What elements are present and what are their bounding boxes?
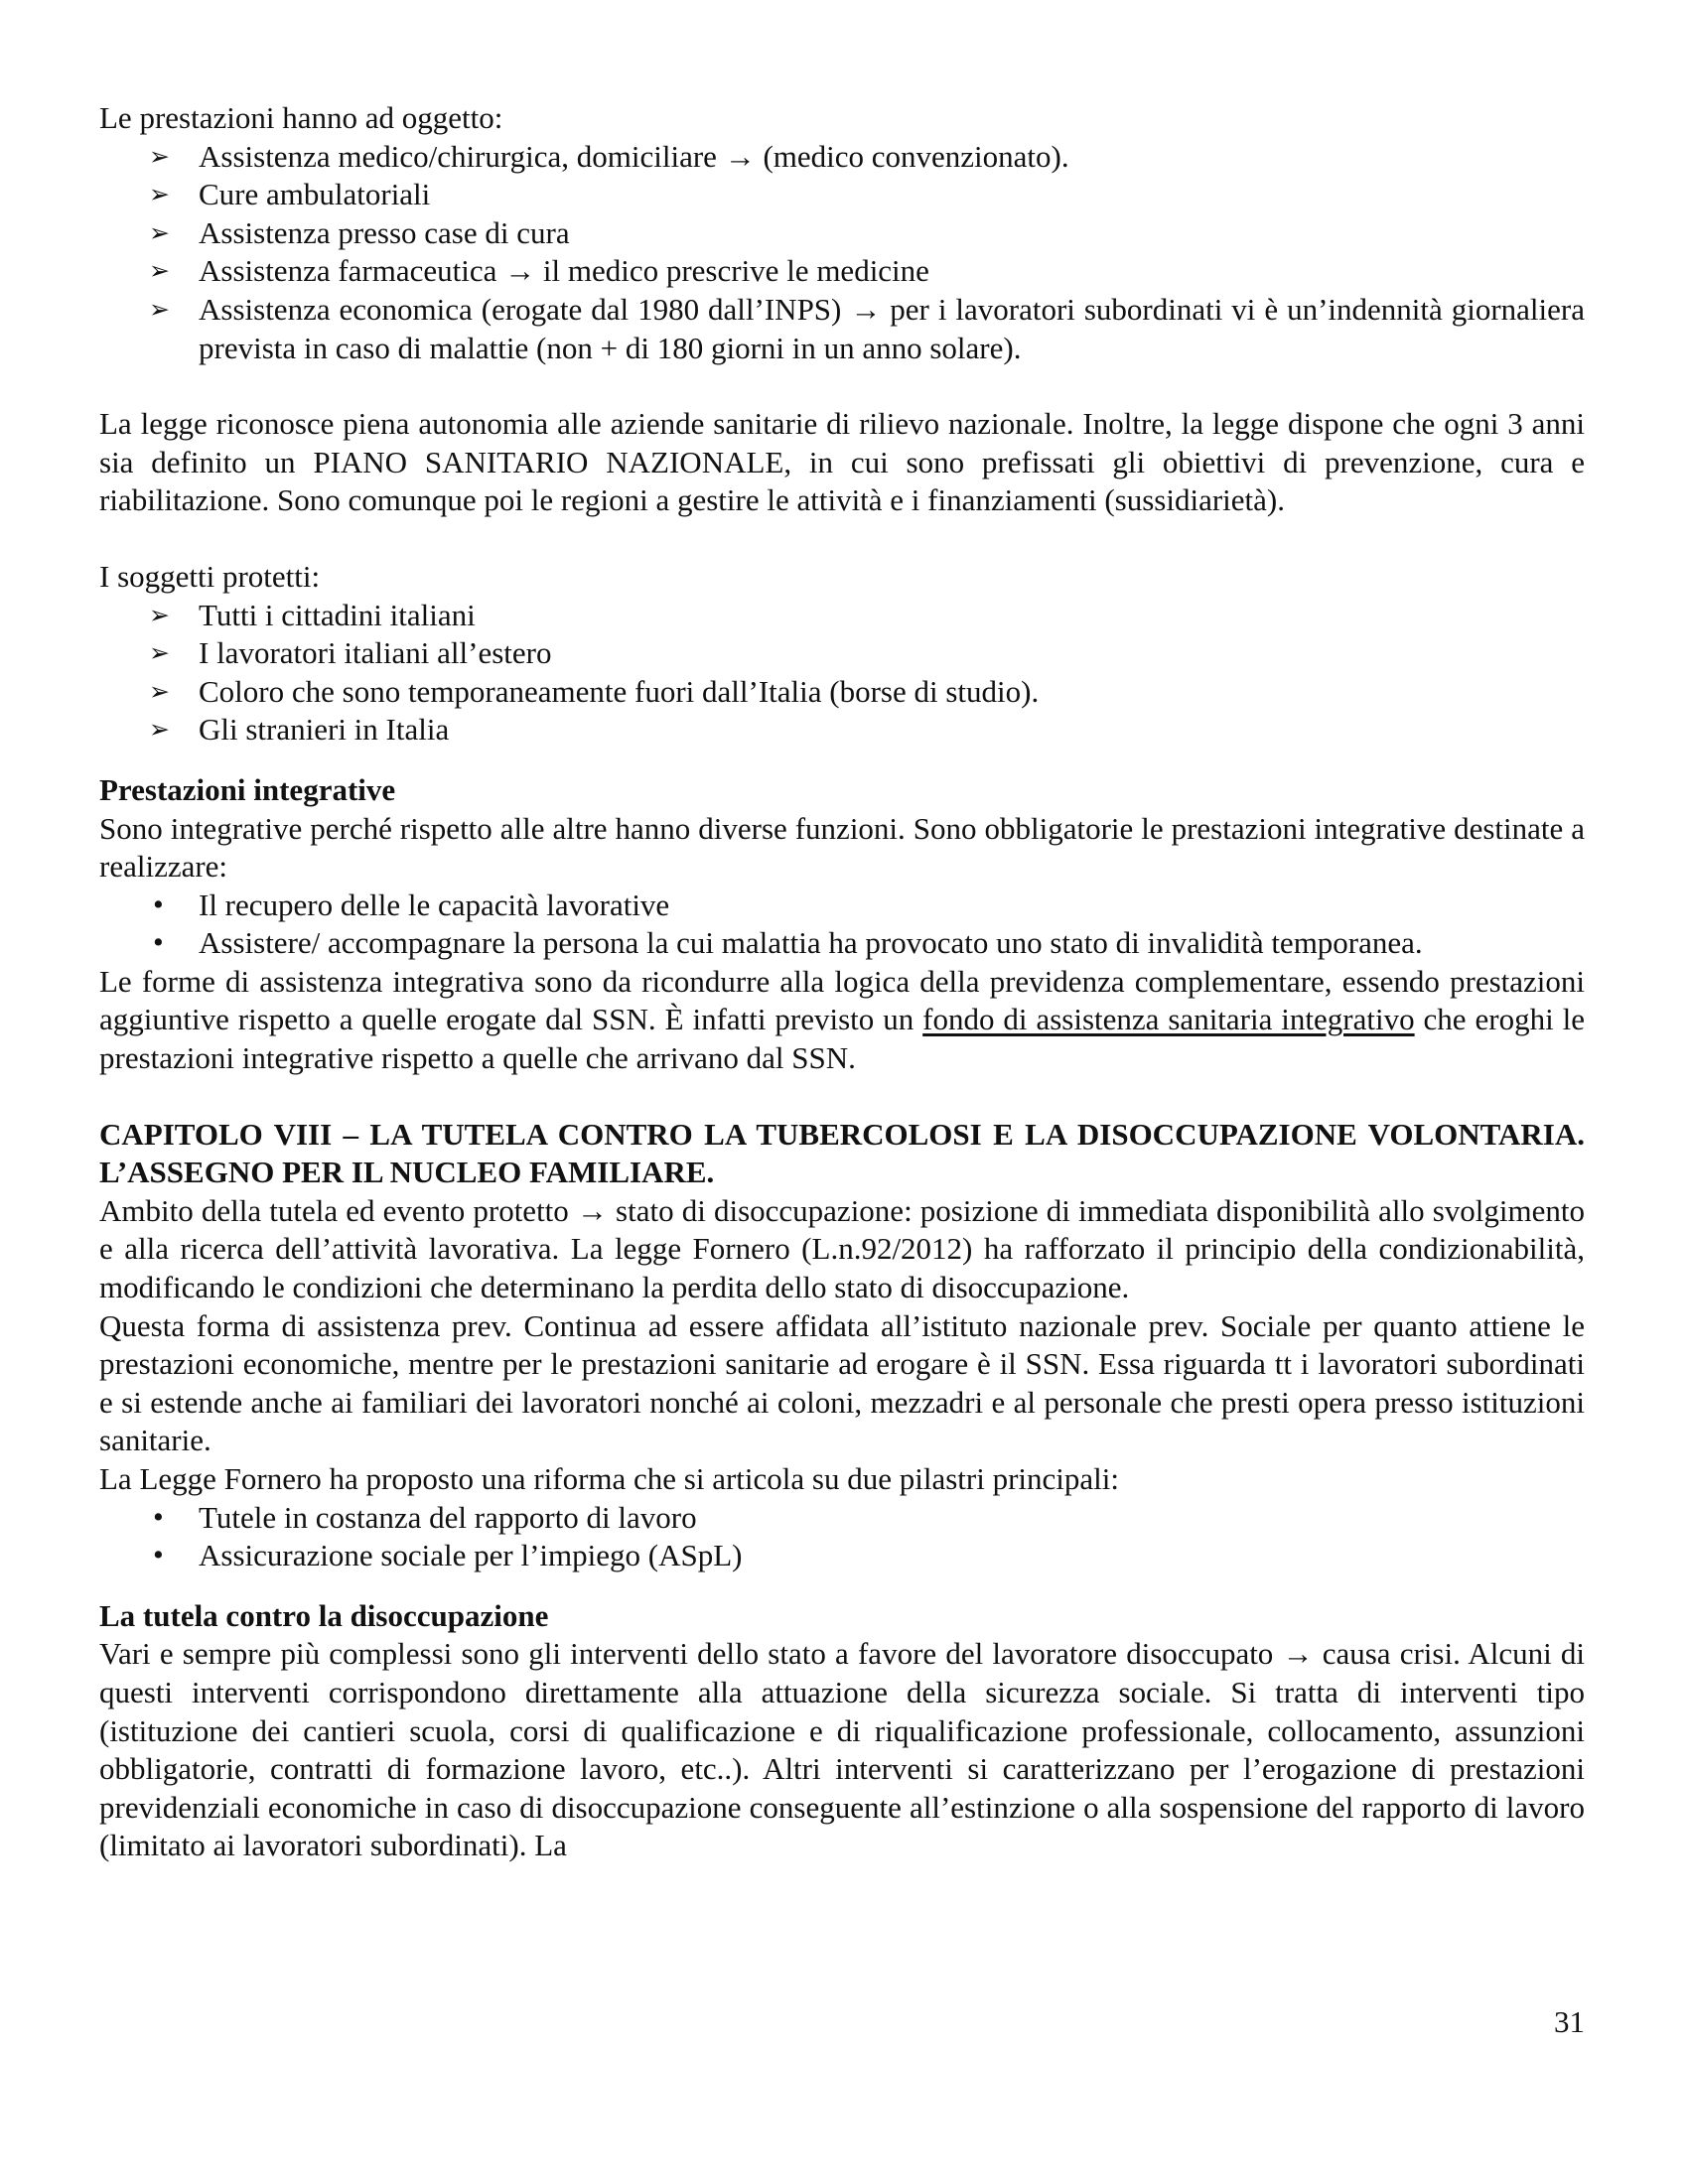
- list-item: ➢ Assistenza economica (erogate dal 1980 dall’INPS) → per i lavoratori subordinati vi è un’indennità giornaliera prevista in caso di malattie (non + di 180 giorni in un anno solare).: [149, 291, 1585, 365]
- arrowhead-bullet-icon: ➢: [149, 638, 170, 668]
- arrowhead-bullet-icon: ➢: [149, 180, 170, 209]
- chapter-heading: CAPITOLO VIII – LA TUTELA CONTRO LA TUBERCOLOSI E LA DISOCCUPAZIONE VOLONTARIA. L’ASSEGNO PER IL NUCLEO FAMILIARE.: [99, 1116, 1585, 1190]
- list-item: ➢ Assistenza farmaceutica → il medico prescrive le medicine: [99, 252, 1585, 291]
- arrowhead-bullet-icon: ➢: [149, 676, 170, 706]
- list-item: ➢ I lavoratori italiani all’estero: [99, 634, 1585, 673]
- paragraph-integrative-closing: Le forme di assistenza integrativa sono da ricondurre alla logica della previdenza complementare, essendo prestazioni aggiuntive rispetto a quelle erogate dal SSN. È infatti previsto un fondo di assistenza sanitaria integrativo che eroghi le prestazioni integrative rispetto a quelle che arrivano dal SSN.: [99, 963, 1585, 1076]
- list-item: ➢ Assistenza presso case di cura: [99, 214, 1585, 253]
- paragraph-chapter-1: Ambito della tutela ed evento protetto → stato di disoccupazione: posizione di immediata disponibilità allo svolgimento e alla ricerca dell’attività lavorativa. La legge Fornero (L.n.92/2012) ha rafforzato il principio della condizionabilità, modificando le condizioni che determinano la perdita dello stato di disoccupazione.: [99, 1192, 1585, 1305]
- bullet-icon: •: [151, 928, 166, 958]
- list-item: ➢ Coloro che sono temporaneamente fuori dall’Italia (borse di studio).: [99, 673, 1585, 712]
- section-heading-disoccupazione: La tutela contro la disoccupazione: [99, 1597, 549, 1633]
- list-item: ➢ Tutti i cittadini italiani: [99, 597, 1585, 635]
- arrowhead-bullet-icon: ➢: [149, 217, 170, 247]
- arrowhead-bullet-icon: ➢: [149, 256, 170, 286]
- paragraph-integrative-intro: Sono integrative perché rispetto alle altre hanno diverse funzioni. Sono obbligatorie le prestazioni integrative destinate a realizzare:: [99, 810, 1585, 885]
- page-number: 31: [1554, 2004, 1585, 2039]
- bullet-icon: •: [151, 889, 166, 919]
- paragraph-piano-sanitario: La legge riconosce piena autonomia alle aziende sanitarie di rilievo nazionale. Inoltre, la legge dispone che ogni 3 anni sia definito un PIANO SANITARIO NAZIONALE, in cui sono prefissati gli obiettivi di prevenzione, cura e riabilitazione. Sono comunque poi le regioni a gestire le attività e i finanziamenti (sussidiarietà).: [99, 406, 1585, 518]
- list-item: ➢ Gli stranieri in Italia: [99, 711, 1585, 750]
- arrowhead-bullet-icon: ➢: [149, 141, 170, 171]
- list-item: ➢ Cure ambulatoriali: [99, 176, 1585, 214]
- list-item: ➢ Assistenza medico/chirurgica, domiciliare → (medico convenzionato).: [99, 138, 1585, 177]
- integrative-list: [99, 887, 1585, 963]
- bullet-icon: •: [151, 1541, 166, 1570]
- arrowhead-bullet-icon: ➢: [149, 715, 170, 745]
- list-item: • Il recupero delle le capacità lavorative: [99, 887, 1585, 925]
- list-item: • Assistere/ accompagnare la persona la cui malattia ha provocato uno stato di invalidità temporanea.: [99, 924, 1585, 963]
- list-item: • Tutele in costanza del rapporto di lavoro: [99, 1499, 1585, 1538]
- prestazioni-list: [99, 138, 1585, 368]
- soggetti-list: [99, 597, 1585, 750]
- pilastri-list: [99, 1499, 1585, 1575]
- list-item: • Assicurazione sociale per l’impiego (ASpL): [99, 1537, 1585, 1575]
- block2-intro: I soggetti protetti:: [99, 558, 321, 594]
- arrowhead-bullet-icon: ➢: [149, 294, 170, 324]
- block1-intro: Le prestazioni hanno ad oggetto:: [99, 100, 503, 135]
- arrowhead-bullet-icon: ➢: [149, 600, 170, 629]
- paragraph-disoccupazione: Vari e sempre più complessi sono gli interventi dello stato a favore del lavoratore disoccupato → causa crisi. Alcuni di questi interventi corrispondono direttamente alla attuazione della sicurezza sociale. Si tratta di interventi tipo (istituzione dei cantieri scuola, corsi di qualificazione e di riqualificazione professionale, collocamento, assunzioni obbligatorie, contratti di formazione lavoro, etc..). Altri interventi si caratterizzano per l’erogazione di prestazioni previdenziali economiche in caso di disoccupazione conseguente all’estinzione o alla sospensione del rapporto di lavoro (limitato ai lavoratori subordinati). La: [99, 1636, 1585, 1863]
- section-heading-integrative: Prestazioni integrative: [99, 771, 396, 807]
- paragraph-chapter-2: Questa forma di assistenza prev. Continua ad essere affidata all’istituto nazionale prev. Sociale per quanto attiene le prestazioni economiche, mentre per le prestazioni sanitarie ad erogare è il SSN. Essa riguarda tt i lavoratori subordinati e si estende anche ai familiari dei lavoratori nonché ai coloni, mezzadri e al personale che presti opera presso istituzioni sanitarie.: [99, 1307, 1585, 1458]
- bullet-icon: •: [151, 1502, 166, 1532]
- paragraph-chapter-3: La Legge Fornero ha proposto una riforma che si articola su due pilastri principali:: [99, 1461, 1119, 1496]
- page-body: [99, 99, 1585, 1865]
- underlined-phrase: fondo di assistenza sanitaria integrativo: [922, 1002, 1415, 1037]
